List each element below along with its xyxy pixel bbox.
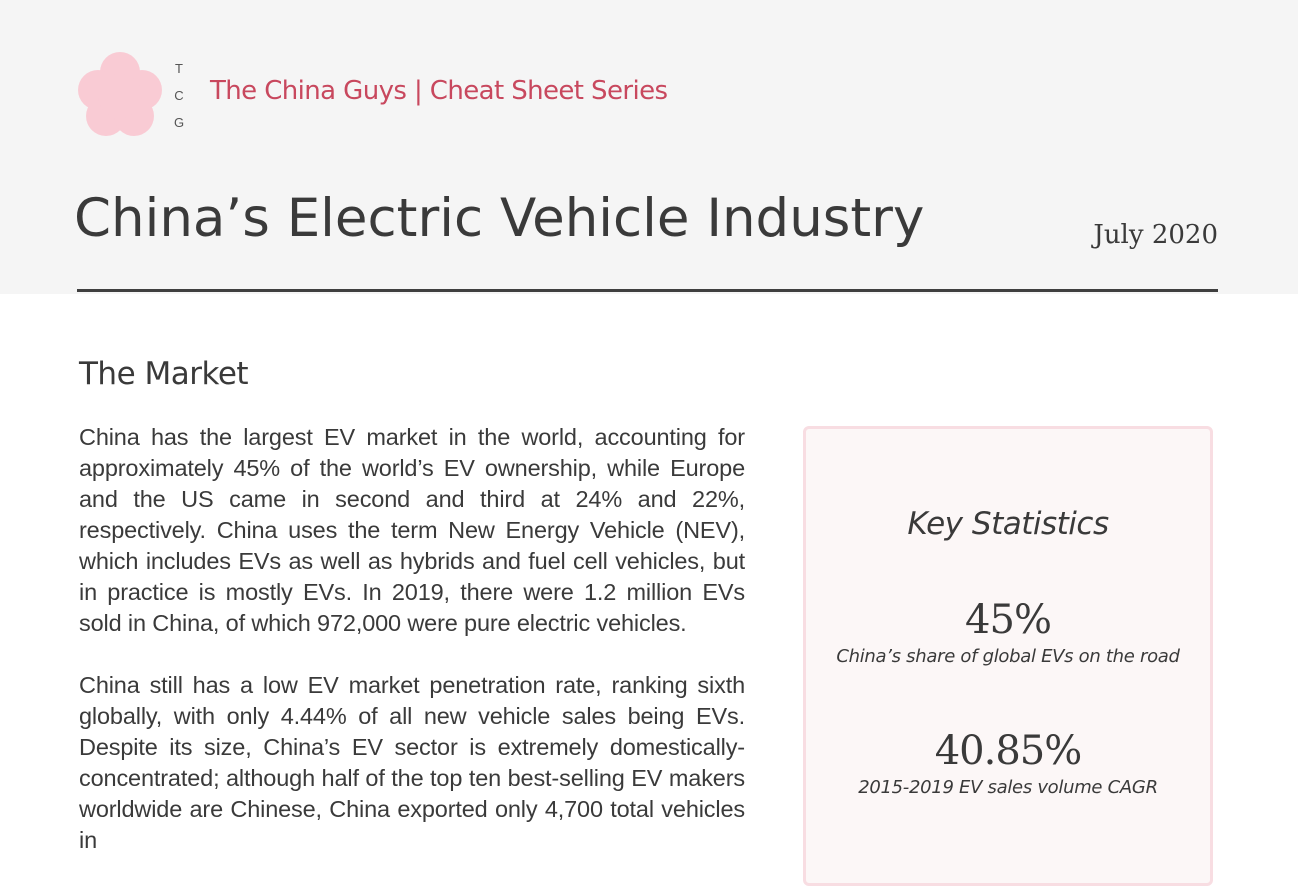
- statistic-item: [806, 596, 1210, 670]
- logo-letter-g: G: [173, 115, 185, 130]
- statistic-value: 45%: [965, 597, 1051, 643]
- statistic-label: China’s share of global EVs on the road: [836, 646, 1180, 667]
- title-divider: [77, 289, 1218, 292]
- market-paragraph: China has the largest EV market in the world, accounting for approximately 45% of the world’s EV ownership, while Europe and the US came in second and third at 24% and 22%, respectively. China uses the term New Energy Vehicle (NEV), which includes EVs as well as hybrids and fuel cell vehicles, but in practice is mostly EVs. In 2019, there were 1.2 million EVs sold in China, of which 972,000 were pure electric vehicles.: [79, 424, 745, 636]
- statistic-value: 40.85%: [934, 728, 1082, 774]
- key-statistics-title: Key Statistics: [907, 506, 1109, 542]
- brand-title: The China Guys | Cheat Sheet Series: [210, 76, 668, 106]
- key-statistics-box: [803, 426, 1213, 886]
- section-heading: The Market: [79, 356, 249, 392]
- body-column: [79, 422, 745, 887]
- document-date: July 2020: [1093, 220, 1218, 250]
- logo-letter-c: C: [174, 88, 184, 103]
- logo-monogram: [172, 55, 186, 136]
- market-paragraph: China still has a low EV market penetration rate, ranking sixth globally, with only 4.44% of all new vehicle sales being EVs. Despite its size, China’s EV sector is extremely domestically-concentrated; although half of the top ten best-selling EV makers worldwide are Chinese, China exported only 4,700 total vehicles in: [79, 672, 745, 853]
- statistic-item: [806, 727, 1210, 801]
- document-title: China’s Electric Vehicle Industry: [74, 188, 925, 249]
- statistic-label: 2015-2019 EV sales volume CAGR: [858, 777, 1158, 798]
- logo-letter-t: T: [175, 61, 183, 76]
- plum-blossom-logo: [74, 50, 166, 140]
